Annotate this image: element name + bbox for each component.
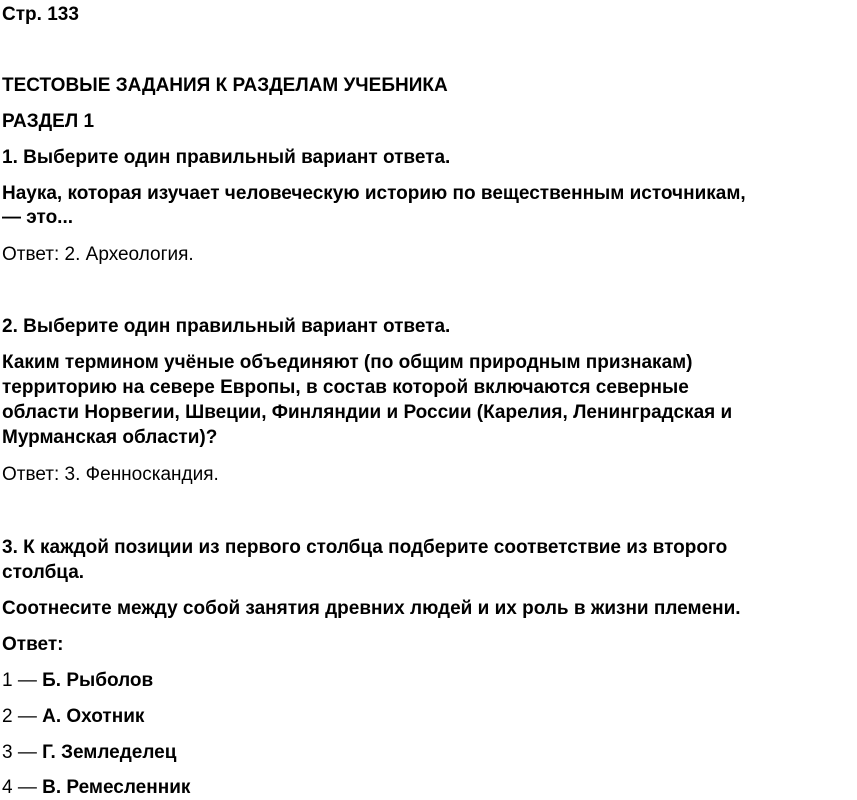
- answer-pair: [2, 741, 176, 765]
- q3-question: Соотнесите между собой занятия древних людей и их роль в жизни племени.: [2, 598, 741, 619]
- page-heading: ТЕСТОВЫЕ ЗАДАНИЯ К РАЗДЕЛАМ УЧЕБНИКА: [2, 75, 448, 96]
- pair-number: 3 —: [2, 742, 43, 763]
- answer-pair: [2, 705, 144, 729]
- q2-answer: Ответ: 3. Фенноскандия.: [2, 464, 219, 485]
- pair-number: 1 —: [2, 670, 43, 691]
- q1-question-line: Наука, которая изучает человеческую историю по вещественным источникам,: [2, 183, 746, 204]
- q2-question-line: Каким термином учёные объединяют (по общим природным признакам): [2, 352, 693, 373]
- q2-question-line: области Норвегии, Швеции, Финляндии и России (Карелия, Ленинградская и: [2, 402, 733, 423]
- q3-answer-label: Ответ:: [2, 634, 64, 655]
- pair-value: А. Охотник: [42, 706, 145, 727]
- pair-value: Б. Рыболов: [42, 670, 154, 691]
- answer-pair: [2, 669, 153, 693]
- page-reference: Стр. 133: [2, 4, 79, 25]
- q1-instruction: 1. Выберите один правильный вариант ответа.: [2, 147, 451, 168]
- answer-pair: [2, 776, 190, 800]
- pair-value: В. Ремесленник: [42, 777, 191, 798]
- pair-number: 4 —: [2, 777, 43, 798]
- q3-instruction-line: 3. К каждой позиции из первого столбца подберите соответствие из второго: [2, 537, 728, 558]
- q2-instruction: 2. Выберите один правильный вариант ответа.: [2, 316, 451, 337]
- q3-instruction-line: столбца.: [2, 562, 85, 583]
- pair-number: 2 —: [2, 706, 43, 727]
- q2-question-line: территорию на севере Европы, в состав которой включаются северные: [2, 377, 689, 398]
- q1-question-line: — это...: [2, 207, 74, 228]
- pair-value: Г. Земледелец: [42, 742, 177, 763]
- section-title: РАЗДЕЛ 1: [2, 111, 95, 132]
- q2-question-line: Мурманская области)?: [2, 427, 218, 448]
- q1-answer: Ответ: 2. Археология.: [2, 244, 194, 265]
